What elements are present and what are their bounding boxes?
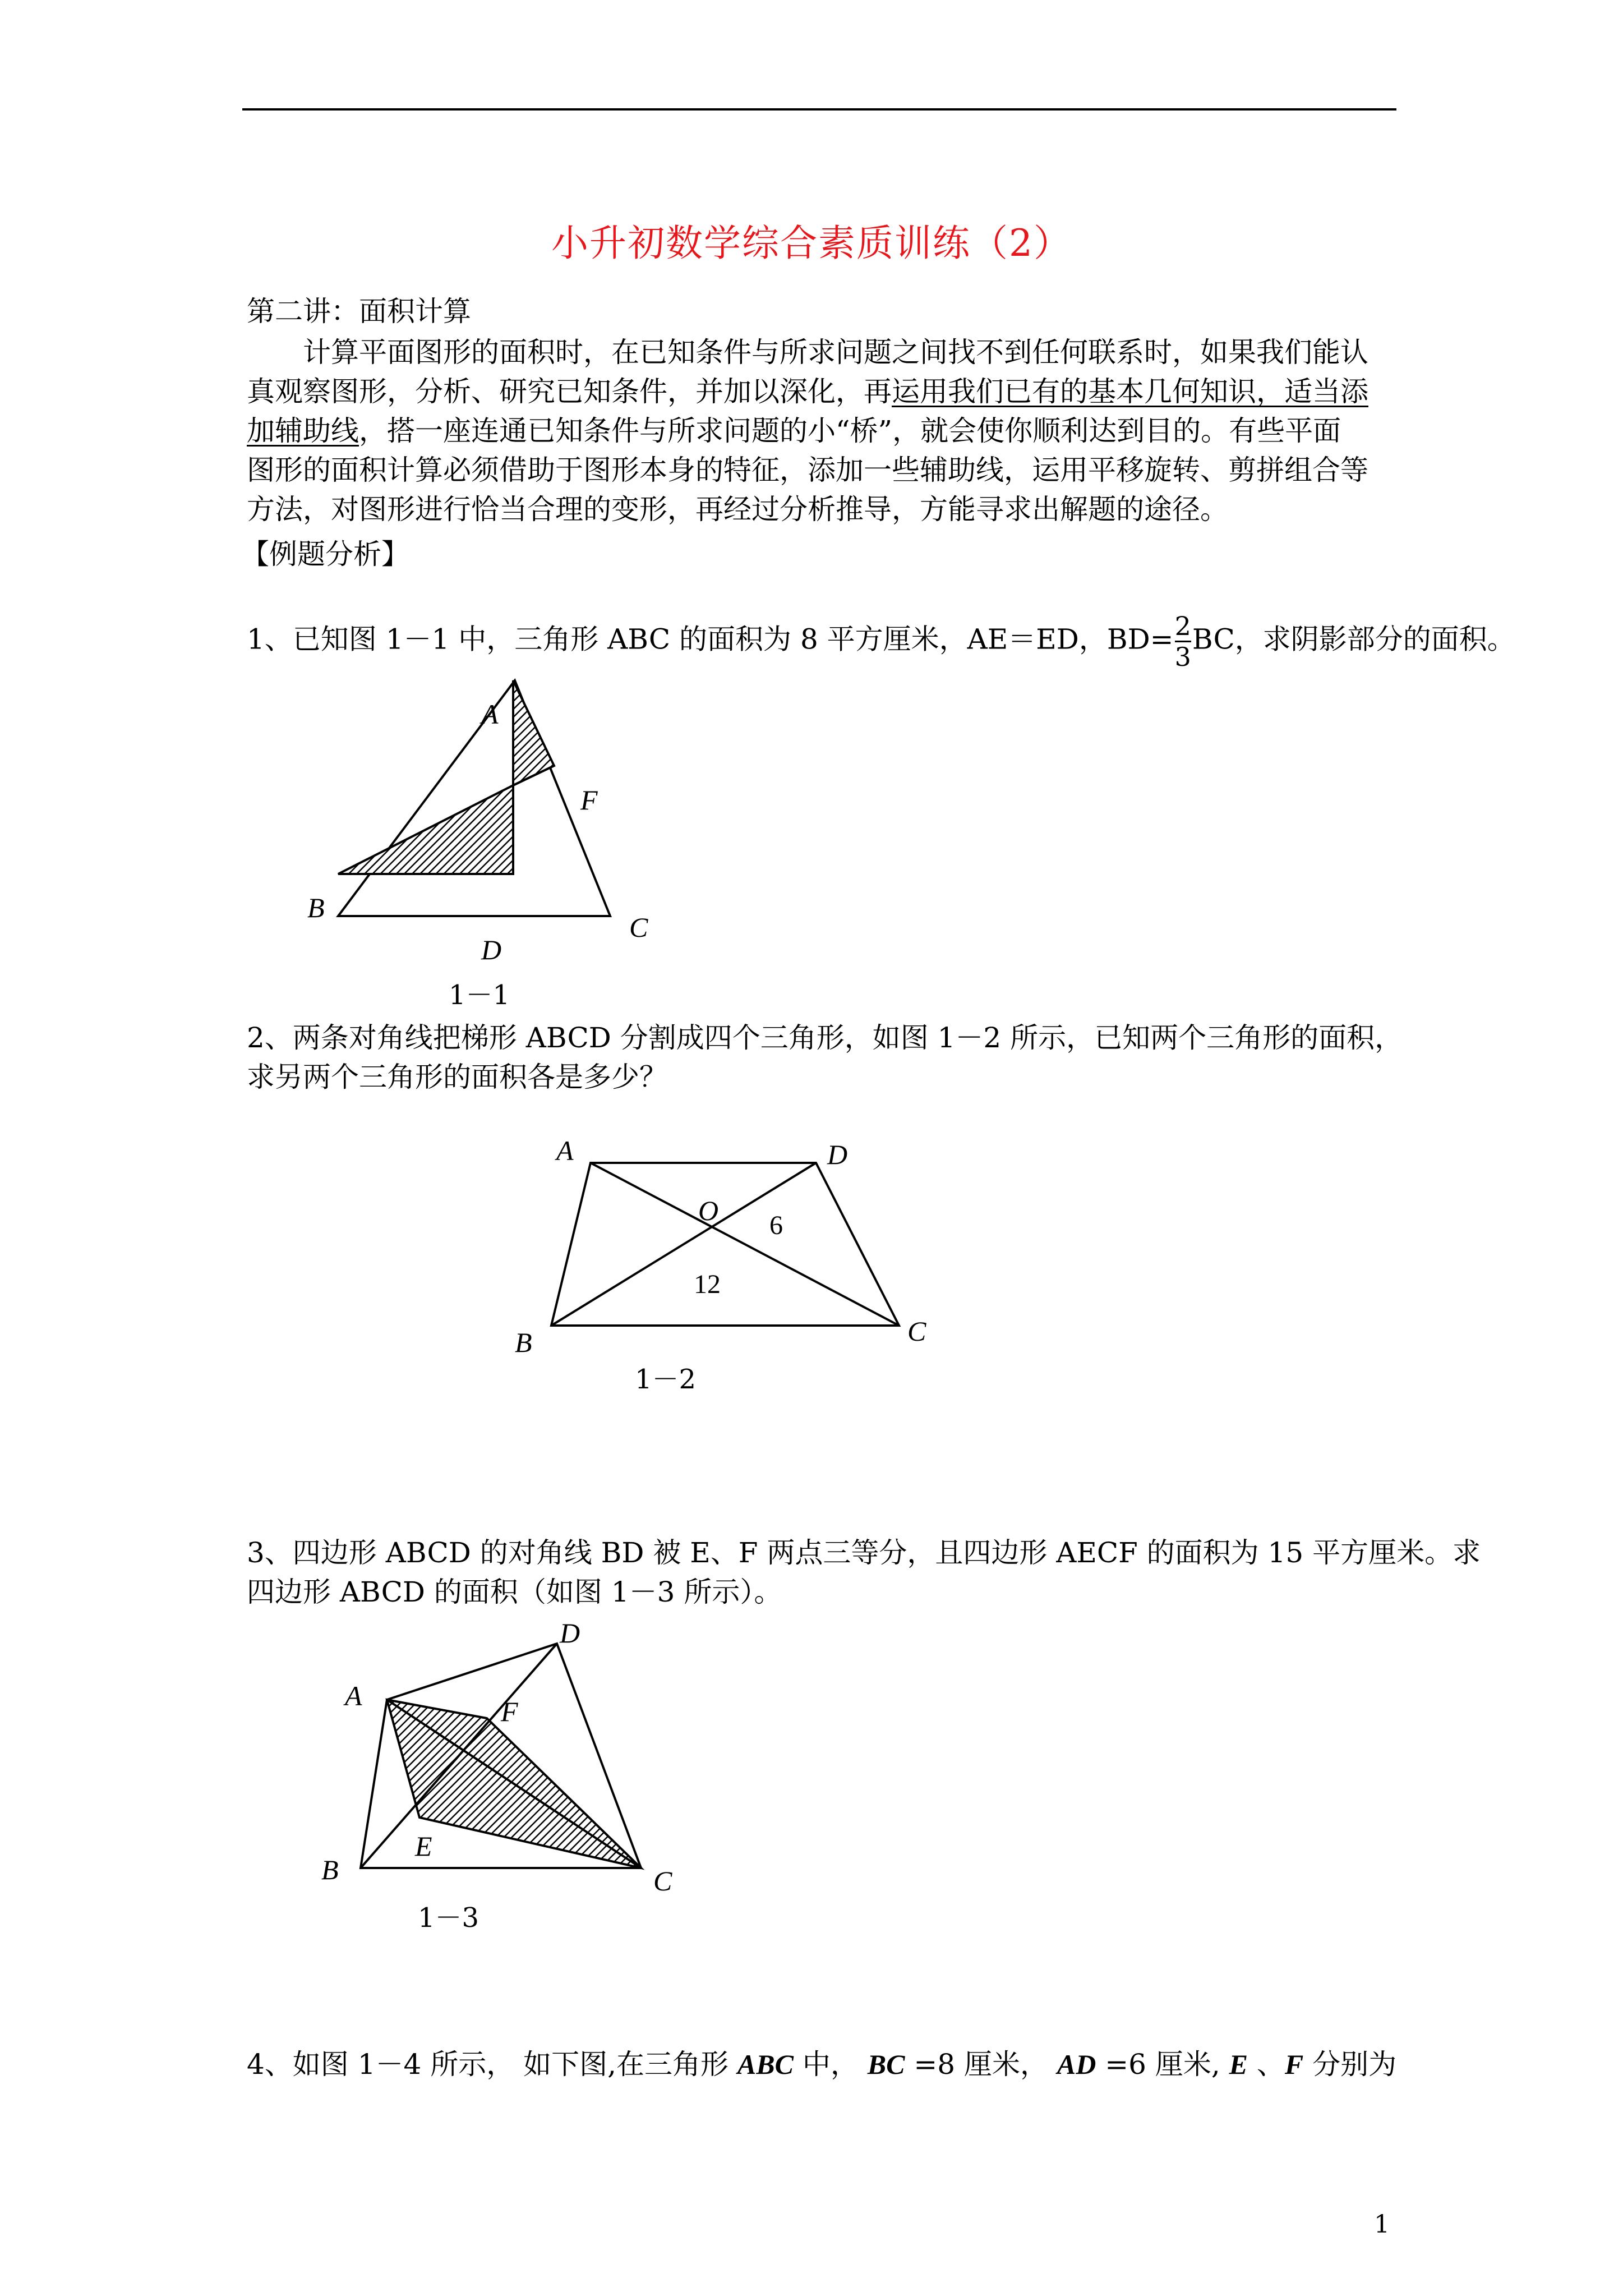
problem-1-part-b: BC，求阴影部分的面积。 (1192, 623, 1515, 656)
problem-3-line-1: 3、四边形 ABCD 的对角线 BD 被 E、F 两点三等分，且四边形 AECF 的面积为 15 平方厘米。求 (247, 1536, 1481, 1569)
problem-4-part-g: 分别为 (1303, 2048, 1397, 2081)
problem-4-part-d: =6 厘米, (1096, 2048, 1229, 2081)
label-a: A (481, 698, 499, 730)
label-a: A (345, 1680, 362, 1711)
area-value-12: 12 (694, 1269, 721, 1299)
section-heading: 【例题分析】 (241, 538, 409, 570)
intro-underlined-2: 加辅助线 (247, 415, 359, 447)
label-d: D (481, 934, 502, 965)
intro-line-1: 计算平面图形的面积时，在已知条件与所求问题之间找不到任何联系时，如果我们能认 (303, 336, 1368, 369)
figure-1-3-caption: 1－3 (418, 1902, 479, 1934)
problem-4-text (247, 2045, 1396, 2084)
problem-4-part-b: 中， (793, 2048, 868, 2081)
page-number: 1 (1374, 2210, 1390, 2239)
math-ad: AD (1057, 2049, 1096, 2080)
math-bc: BC (867, 2049, 905, 2080)
label-b: B (321, 1854, 339, 1885)
label-e: E (415, 1830, 432, 1862)
label-d: D (827, 1139, 848, 1170)
problem-4-part-c: =8 厘米， (905, 2048, 1057, 2081)
intro-underlined-1: 运用我们已有的基本几何知识，适当添 (892, 375, 1368, 408)
problem-3-line-2: 四边形 ABCD 的面积（如图 1－3 所示）。 (247, 1576, 782, 1608)
problem-1-part-a: 1、已知图 1－1 中，三角形 ABC 的面积为 8 平方厘米，AE＝ED，BD= (247, 623, 1174, 656)
area-value-6: 6 (769, 1211, 783, 1240)
math-f: F (1284, 2049, 1304, 2080)
label-f: F (580, 784, 598, 816)
intro-line-3-text: ，搭一座连通已知条件与所求问题的小“桥”，就会使你顺利达到目的。有些平面 (359, 415, 1341, 447)
intro-line-5: 方法，对图形进行恰当合理的变形，再经过分析推导，方能寻求出解题的途径。 (247, 493, 1228, 526)
intro-line-2-text: 真观察图形，分析、研究已知条件，并加以深化，再 (247, 375, 892, 408)
math-abc: ABC (737, 2049, 794, 2080)
figure-1-2-caption: 1－2 (635, 1364, 697, 1395)
label-d: D (560, 1617, 580, 1649)
fraction-numerator: 2 (1174, 611, 1191, 641)
label-c: C (629, 912, 648, 943)
problem-4-part-f: 、 (1247, 2048, 1285, 2081)
label-f: F (501, 1696, 518, 1727)
label-b: B (515, 1327, 532, 1358)
problem-2-line-1: 2、两条对角线把梯形 ABCD 分割成四个三角形，如图 1－2 所示，已知两个三角形的面积， (247, 1022, 1403, 1054)
page-title: 小升初数学综合素质训练（2） (551, 222, 1072, 265)
problem-4-part-a: 4、如图 1－4 所示， 如下图,在三角形 (247, 2048, 737, 2081)
intro-line-4: 图形的面积计算必须借助于图形本身的特征，添加一些辅助线，运用平移旋转、剪拼组合等 (247, 454, 1368, 486)
problem-2-line-2: 求另两个三角形的面积各是多少？ (247, 1061, 667, 1093)
label-b: B (307, 892, 325, 923)
label-c: C (653, 1865, 672, 1897)
label-c: C (907, 1315, 926, 1347)
fraction-denominator: 3 (1174, 642, 1191, 672)
label-a: A (556, 1135, 574, 1166)
label-o: O (698, 1195, 719, 1226)
lecture-heading: 第二讲：面积计算 (247, 295, 471, 328)
figure-1-1-caption: 1－1 (449, 979, 510, 1011)
math-e: E (1229, 2049, 1248, 2080)
